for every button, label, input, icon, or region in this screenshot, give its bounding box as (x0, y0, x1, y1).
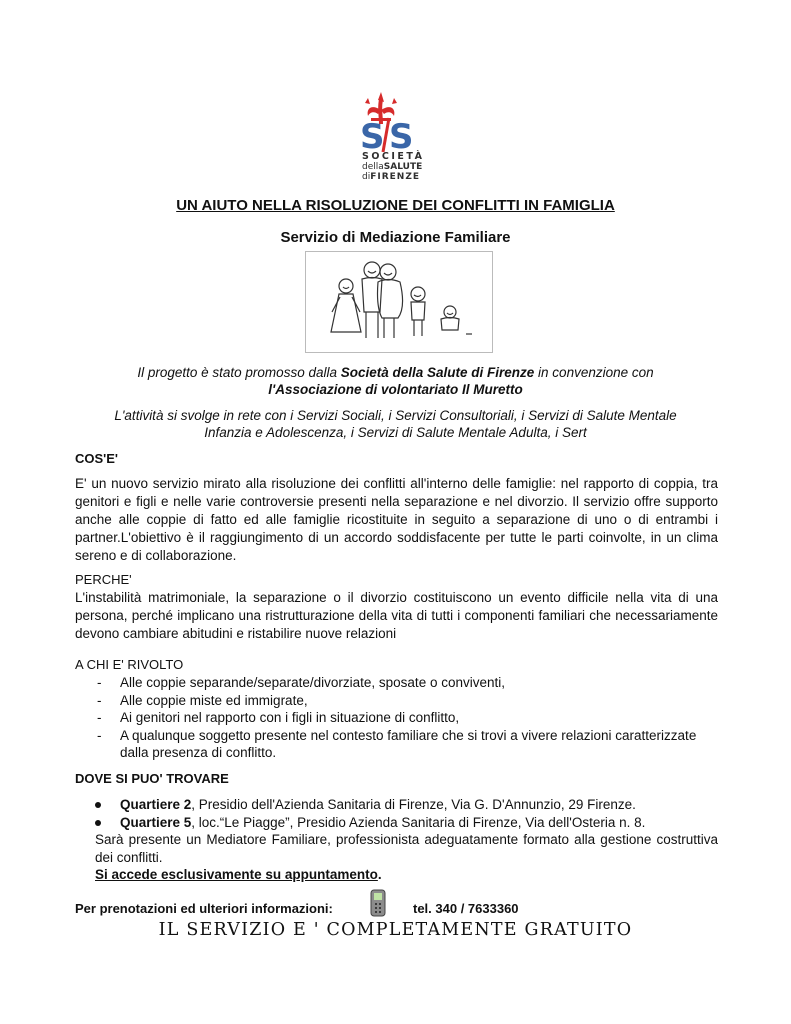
list-item: - A qualunque soggetto presente nel contesto familiare che si trovi a vivere relazioni caratterizzate dalla presenza di conflitto. (97, 727, 697, 760)
location-name: Quartiere 2 (120, 797, 192, 812)
mobile-phone-icon (368, 888, 388, 918)
section-heading-cose: COS'E' (75, 451, 119, 466)
section-heading-perche: PERCHE' (75, 572, 132, 587)
logo-line-2-prefix: della (362, 162, 384, 172)
section-text-perche: L'instabilità matrimoniale, la separazione o il divorzio costituiscono un evento difficile nella vita di una persona, perché implicano una ristrutturazione della vita di tutti i componenti familiari che necessariamente devono cambiare abitudini e ristabilire nuove relazioni (75, 590, 718, 641)
list-item: - Ai genitori nel rapporto con i figli in situazione di conflitto, (97, 710, 460, 725)
promo-org: Società della Salute di Firenze (340, 365, 535, 380)
section-text-cose: E' un nuovo servizio mirato alla risoluzione dei conflitti all'interno delle famiglie: nel rapporto di coppia, tra genitori e figli e nelle varie controversie presenti nella separazione e nel divorzio. Il servizio offre supporto anche alle coppie di fatto ed alle famiglie ricostituite in seguito a separazione di uno o di entrambi i partner.L'obiettivo è il raggiungimento di un accordo soddisfacente per tutte le parti coinvolte, in un clima sereno e di collaborazione. (75, 476, 718, 563)
access-note-end: . (377, 867, 382, 882)
access-note (95, 866, 718, 884)
logo-line-3-prefix: di (362, 172, 371, 182)
family-sketch-icon (306, 252, 492, 352)
page-subtitle: Servizio di Mediazione Familiare (280, 229, 511, 246)
promo-pre: Il progetto è stato promosso dalla (137, 365, 341, 380)
family-drawing (305, 251, 493, 353)
logo-line-3 (362, 172, 425, 182)
logo-wordmark (362, 152, 425, 182)
svg-text:S: S (360, 117, 385, 157)
location-detail: , loc.“Le Piagge”, Presidio Azienda Sanitaria di Firenze, Via dell'Osteria n. 8. (191, 814, 646, 830)
location-detail: , Presidio dell'Azienda Sanitaria di Firenze, Via G. D'Annunzio, 29 Firenze. (191, 797, 636, 812)
promo-text (90, 364, 701, 398)
list-item-text: Ai genitori nel rapporto con i figli in situazione di conflitto, (120, 710, 460, 725)
list-item: - Alle coppie miste ed immigrate, (97, 692, 308, 708)
list-item-text: Alle coppie miste ed immigrate, (120, 692, 308, 708)
free-service-banner: IL SERVIZIO E ' COMPLETAMENTE GRATUITO (158, 920, 633, 940)
logo-line-2 (362, 162, 425, 172)
page-title: UN AIUTO NELLA RISOLUZIONE DEI CONFLITTI IN FAMIGLIA (176, 197, 615, 214)
contact-label: Per prenotazioni ed ulteriori informazioni: (75, 901, 333, 916)
list-item: - Alle coppie separande/separate/divorziate, sposate o conviventi, (97, 675, 505, 690)
list-item-text: Alle coppie separande/separate/divorziate, sposate o conviventi, (120, 675, 505, 690)
section-heading-dove: DOVE SI PUO' TROVARE (75, 771, 229, 786)
logo-line-2-bold: SALUTE (383, 162, 423, 172)
access-note-underlined: Si accede esclusivamente su appuntamento (95, 867, 378, 882)
list-item (75, 814, 718, 832)
locations-list (75, 796, 718, 831)
svg-text:S: S (389, 117, 414, 157)
list-item (75, 796, 718, 814)
logo-line-1: SOCIETÀ (362, 151, 425, 162)
location-name: Quartiere 5 (120, 814, 192, 830)
promo-association: l'Associazione di volontariato Il Muretto (268, 382, 523, 397)
list-item-text: A qualunque soggetto presente nel contesto familiare che si trovi a vivere relazioni caratterizzate dalla presenza di conflitto. (120, 727, 697, 760)
mediator-text: Sarà presente un Mediatore Familiare, professionista adeguatamente formato alla gestione costruttiva dei conflitti. (95, 832, 718, 865)
promo-post: in convenzione con (534, 365, 654, 380)
section-heading-rivolto: A CHI E' RIVOLTO (75, 657, 184, 672)
logo-line-3-bold: FIRENZE (370, 172, 420, 182)
target-list (75, 674, 718, 762)
phone-number: tel. 340 / 7633360 (413, 901, 519, 916)
network-text: L'attività si svolge in rete con i Servizi Sociali, i Servizi Consultoriali, i Servizi di Salute Mentale Infanzia e Adolescenza, i Servizi di Salute Mentale Adulta, i Sert (114, 408, 677, 440)
